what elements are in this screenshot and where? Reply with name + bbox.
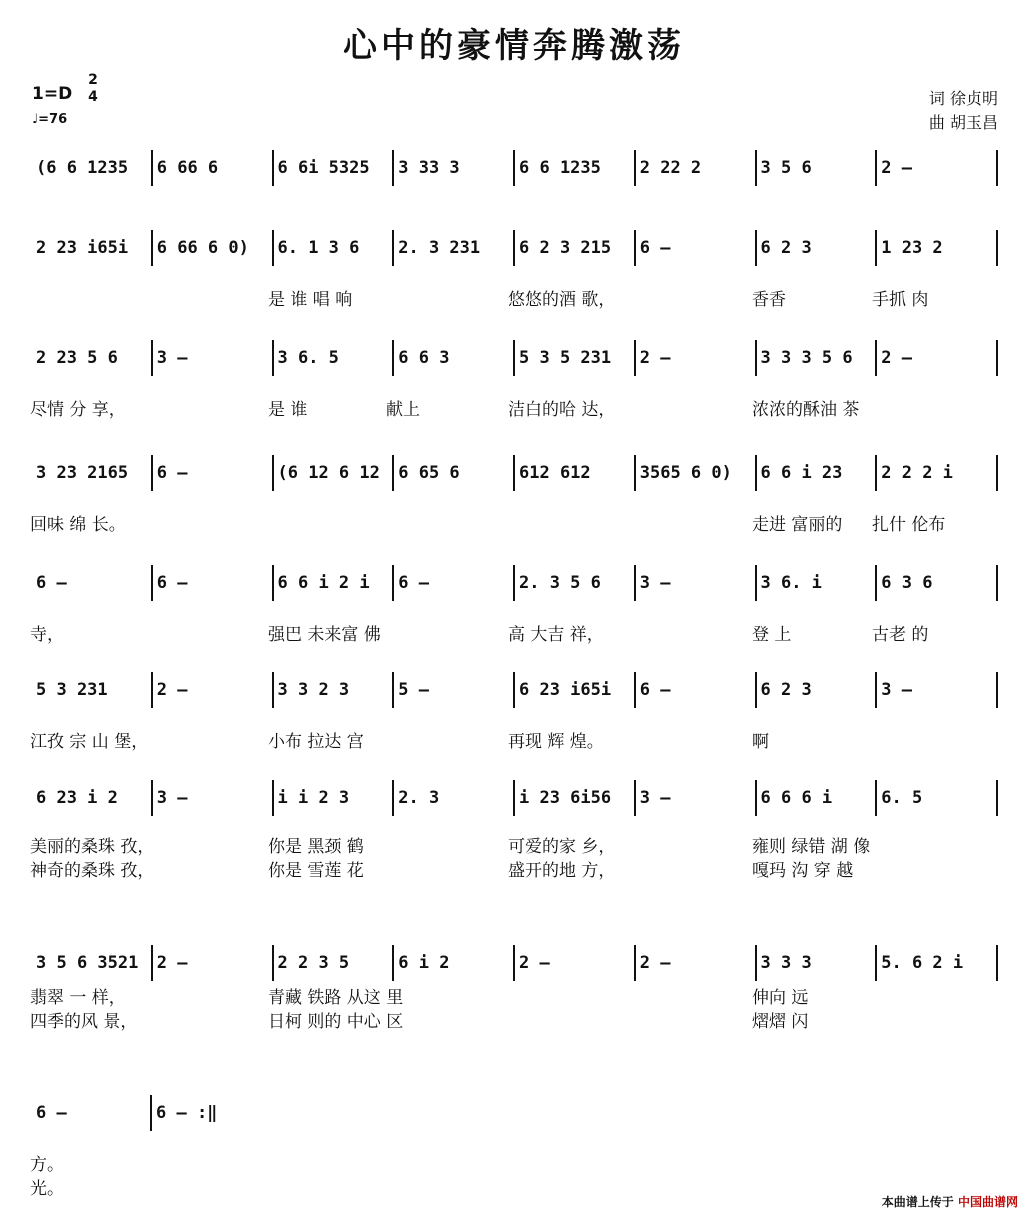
measure-notes: 5 3 231 bbox=[36, 680, 108, 700]
lyric-text: 你是 雪莲 花 bbox=[268, 861, 364, 881]
barline bbox=[875, 780, 877, 816]
tempo-marking: ♩=76 bbox=[32, 112, 68, 127]
measure-notes: 2 22 2 bbox=[639, 158, 702, 178]
measure-notes: 6 66 6 bbox=[156, 158, 219, 178]
time-signature-top: 2 bbox=[88, 72, 98, 88]
barline bbox=[272, 780, 274, 816]
lyric-text: 伸向 远 bbox=[752, 988, 809, 1008]
lyric-text: 雍则 绿错 湖 像 bbox=[752, 837, 871, 857]
measure-notes: 6 2 3 215 bbox=[519, 238, 612, 258]
measure-notes: 2 2 3 5 bbox=[277, 953, 350, 973]
measure-notes: 6 6i 5325 bbox=[277, 158, 370, 178]
lyric-text: 走进 富丽的 bbox=[752, 515, 843, 535]
barline bbox=[272, 455, 274, 491]
measure-notes: 6 23 i65i bbox=[519, 680, 612, 700]
measure-notes: 6 – bbox=[639, 238, 671, 258]
measure-notes: 6 – bbox=[36, 1103, 67, 1123]
notation-line bbox=[30, 1095, 998, 1129]
barline bbox=[996, 945, 998, 981]
lyric-text: 翡翠 一 样， bbox=[30, 988, 126, 1008]
barline bbox=[875, 672, 877, 708]
barline bbox=[151, 565, 153, 601]
barline bbox=[151, 340, 153, 376]
measure-notes: 3 – bbox=[156, 788, 188, 808]
barline bbox=[755, 565, 757, 601]
lyric-text: 强巴 未来富 佛 bbox=[268, 625, 381, 645]
lyric-text: 洁白的哈 达， bbox=[508, 400, 616, 420]
barline bbox=[875, 230, 877, 266]
barline bbox=[272, 672, 274, 708]
measure-notes: 2 – bbox=[639, 953, 671, 973]
measure-notes: 6 – :‖ bbox=[156, 1103, 218, 1123]
lyric-text: 香香 bbox=[752, 290, 786, 310]
measure-notes: 6 23 i 2 bbox=[36, 788, 118, 808]
measure-notes: 2 – bbox=[639, 348, 671, 368]
measure-notes: 612 612 bbox=[519, 463, 591, 483]
lyric-text: 日柯 则的 中心 区 bbox=[268, 1012, 404, 1032]
lyric-text: 尽情 分 享， bbox=[30, 400, 126, 420]
measure-notes: 6 – bbox=[156, 463, 188, 483]
barline bbox=[755, 150, 757, 186]
barline bbox=[875, 150, 877, 186]
measure-notes: 3565 6 0) bbox=[639, 463, 732, 483]
barline bbox=[634, 672, 636, 708]
barline bbox=[996, 565, 998, 601]
measure-notes: 6 – bbox=[398, 573, 429, 593]
lyric-text: 扎什 伦布 bbox=[872, 515, 946, 535]
barline bbox=[875, 565, 877, 601]
measure-notes: 6 – bbox=[36, 573, 67, 593]
barline bbox=[151, 945, 153, 981]
lyric-text: 浓浓的酥油 茶 bbox=[752, 400, 860, 420]
measure-notes: 3 5 6 bbox=[760, 158, 812, 178]
notation-line bbox=[30, 945, 998, 979]
barline bbox=[996, 672, 998, 708]
measure-notes: 6 – bbox=[156, 573, 188, 593]
barline bbox=[634, 340, 636, 376]
lyric-text: 高 大吉 祥， bbox=[508, 625, 604, 645]
notation-line bbox=[30, 672, 998, 706]
measure-notes: 6 66 6 0) bbox=[156, 238, 249, 258]
barline bbox=[513, 455, 515, 491]
measure-notes: 1 23 2 bbox=[881, 238, 943, 258]
lyric-text: 悠悠的酒 歌， bbox=[508, 290, 616, 310]
barline bbox=[755, 945, 757, 981]
barline bbox=[634, 230, 636, 266]
barline bbox=[755, 672, 757, 708]
measure-notes: 6. 5 bbox=[881, 788, 923, 808]
barline bbox=[513, 340, 515, 376]
barline bbox=[272, 565, 274, 601]
lyricist-credit: 词 徐贞明 bbox=[928, 89, 998, 108]
lyric-text: 寺， bbox=[30, 625, 64, 645]
barline bbox=[996, 455, 998, 491]
barline bbox=[392, 672, 394, 708]
notation-line bbox=[30, 150, 998, 184]
barline bbox=[634, 150, 636, 186]
time-signature bbox=[87, 72, 99, 106]
measure-notes: (6 6 1235 bbox=[36, 158, 129, 178]
measure-notes: 6. 1 3 6 bbox=[277, 238, 360, 258]
measure-notes: 2 – bbox=[156, 953, 188, 973]
notation-line bbox=[30, 340, 998, 374]
measure-notes: 2. 3 5 6 bbox=[519, 573, 601, 593]
barline bbox=[392, 780, 394, 816]
time-signature-bottom: 4 bbox=[88, 89, 98, 105]
barline bbox=[513, 565, 515, 601]
lyric-text: 青藏 铁路 从这 里 bbox=[268, 988, 404, 1008]
lyric-text: 小布 拉达 宫 bbox=[268, 732, 364, 752]
measure-notes: 3 3 3 bbox=[760, 953, 812, 973]
barline bbox=[996, 150, 998, 186]
barline bbox=[151, 780, 153, 816]
measure-notes: 2 – bbox=[519, 953, 550, 973]
barline bbox=[634, 455, 636, 491]
measure-notes: 6 6 i 2 i bbox=[277, 573, 370, 593]
barline bbox=[755, 340, 757, 376]
lyric-text: 手抓 肉 bbox=[872, 290, 929, 310]
barline bbox=[272, 150, 274, 186]
barline bbox=[634, 945, 636, 981]
barline bbox=[634, 780, 636, 816]
barline bbox=[392, 455, 394, 491]
barline bbox=[392, 150, 394, 186]
measure-notes: 6 6 6 i bbox=[760, 788, 833, 808]
barline bbox=[513, 230, 515, 266]
measure-notes: 6 – bbox=[639, 680, 671, 700]
barline bbox=[272, 230, 274, 266]
lyric-text: 是 谁 唱 响 bbox=[268, 290, 353, 310]
lyric-text: 熠熠 闪 bbox=[752, 1012, 809, 1032]
lyric-text: 方。 bbox=[30, 1155, 64, 1175]
measure-notes: 2. 3 231 bbox=[398, 238, 481, 258]
lyric-text: 光。 bbox=[30, 1179, 64, 1199]
barline bbox=[150, 1095, 152, 1131]
barline bbox=[513, 945, 515, 981]
notation-line bbox=[30, 565, 998, 599]
lyric-text: 可爱的家 乡， bbox=[508, 837, 616, 857]
barline bbox=[513, 150, 515, 186]
measure-notes: 6 3 6 bbox=[881, 573, 933, 593]
measure-notes: 5. 6 2 i bbox=[881, 953, 964, 973]
barline bbox=[151, 455, 153, 491]
lyric-text: 盛开的地 方， bbox=[508, 861, 616, 881]
barline bbox=[151, 672, 153, 708]
barline bbox=[875, 945, 877, 981]
footer-text: 本曲谱上传于 bbox=[881, 1195, 954, 1209]
lyric-text: 你是 黑颈 鹤 bbox=[268, 837, 364, 857]
measure-notes: 6 6 3 bbox=[398, 348, 450, 368]
measure-notes: 5 3 5 231 bbox=[519, 348, 612, 368]
measure-notes: 3 3 3 5 6 bbox=[760, 348, 853, 368]
measure-notes: 2 23 5 6 bbox=[36, 348, 118, 368]
notation-line bbox=[30, 780, 998, 814]
lyric-text: 登 上 bbox=[752, 625, 792, 645]
measure-notes: 6 6 1235 bbox=[519, 158, 601, 178]
measure-notes: 3 – bbox=[881, 680, 912, 700]
barline bbox=[272, 945, 274, 981]
measure-notes: 3 – bbox=[639, 788, 671, 808]
lyric-text: 江孜 宗 山 堡， bbox=[30, 732, 149, 752]
lyric-text: 古老 的 bbox=[872, 625, 929, 645]
composer-credit: 曲 胡玉昌 bbox=[928, 113, 998, 132]
measure-notes: 3 6. 5 bbox=[277, 348, 339, 368]
notation-line bbox=[30, 455, 998, 489]
barline bbox=[513, 780, 515, 816]
lyric-text: 再现 辉 煌。 bbox=[508, 732, 604, 752]
barline bbox=[996, 780, 998, 816]
barline bbox=[875, 340, 877, 376]
barline bbox=[634, 565, 636, 601]
measure-notes: 6 65 6 bbox=[398, 463, 460, 483]
barline bbox=[392, 230, 394, 266]
measure-notes: 2 – bbox=[881, 158, 912, 178]
measure-notes: (6 12 6 12 bbox=[277, 463, 380, 483]
measure-notes: 2 2 2 i bbox=[881, 463, 953, 483]
lyric-text: 美丽的桑珠 孜， bbox=[30, 837, 155, 857]
barline bbox=[755, 230, 757, 266]
barline bbox=[392, 945, 394, 981]
measure-notes: 5 – bbox=[398, 680, 429, 700]
measure-notes: 3 33 3 bbox=[398, 158, 460, 178]
lyric-text: 四季的风 景， bbox=[30, 1012, 138, 1032]
measure-notes: 3 – bbox=[156, 348, 188, 368]
barline bbox=[151, 150, 153, 186]
measure-notes: 3 3 2 3 bbox=[277, 680, 350, 700]
barline bbox=[996, 230, 998, 266]
barline bbox=[755, 780, 757, 816]
key-signature: 1=D bbox=[32, 84, 73, 104]
barline bbox=[272, 340, 274, 376]
lyric-text: 献上 bbox=[386, 400, 420, 420]
measure-notes: 2 – bbox=[156, 680, 188, 700]
footer-credit bbox=[882, 1193, 1018, 1210]
lyric-text: 是 谁 bbox=[268, 400, 308, 420]
barline bbox=[392, 340, 394, 376]
measure-notes: 3 6. i bbox=[760, 573, 822, 593]
measure-notes: 3 – bbox=[639, 573, 671, 593]
measure-notes: 2 – bbox=[881, 348, 912, 368]
barline bbox=[392, 565, 394, 601]
barline bbox=[755, 455, 757, 491]
lyric-text: 神奇的桑珠 孜， bbox=[30, 861, 155, 881]
measure-notes: 3 5 6 3521 bbox=[36, 953, 139, 973]
barline bbox=[875, 455, 877, 491]
notation-line bbox=[30, 230, 998, 264]
measure-notes: 6 2 3 bbox=[760, 238, 812, 258]
measure-notes: 6 i 2 bbox=[398, 953, 450, 973]
measure-notes: 6 6 i 23 bbox=[760, 463, 843, 483]
measure-notes: 2 23 i65i bbox=[36, 238, 129, 258]
lyric-text: 啊 bbox=[752, 732, 769, 752]
lyric-text: 嘎玛 沟 穿 越 bbox=[752, 861, 854, 881]
barline bbox=[151, 230, 153, 266]
barline bbox=[513, 672, 515, 708]
footer-site-name: 中国曲谱网 bbox=[957, 1195, 1018, 1209]
page-title: 心中的豪情奔腾激荡 bbox=[343, 26, 685, 66]
measure-notes: 6 2 3 bbox=[760, 680, 812, 700]
barline bbox=[996, 340, 998, 376]
measure-notes: 2. 3 bbox=[398, 788, 440, 808]
measure-notes: i 23 6i56 bbox=[519, 788, 612, 808]
measure-notes: 3 23 2165 bbox=[36, 463, 129, 483]
measure-notes: i i 2 3 bbox=[277, 788, 350, 808]
lyric-text: 回味 绵 长。 bbox=[30, 515, 126, 535]
